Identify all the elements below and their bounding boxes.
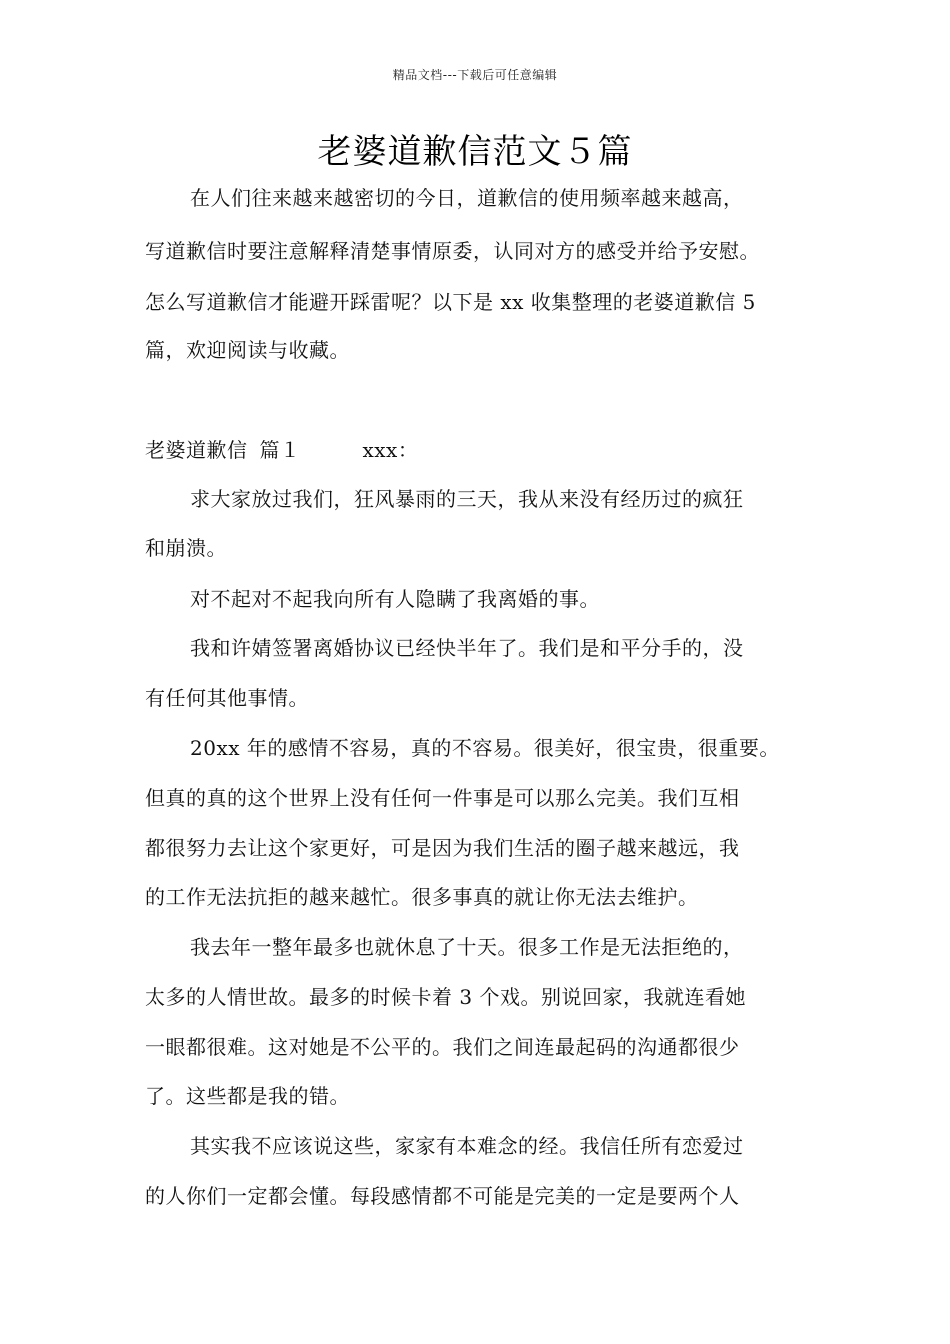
body-line: 其实我不应该说这些，家家有本难念的经。我信任所有恋爱过 [190, 1134, 744, 1158]
body-line: 了。这些都是我的错。 [145, 1084, 350, 1108]
body-line: 我去年一整年最多也就休息了十天。很多工作是无法拒绝的， [190, 935, 744, 959]
body-line: 但真的真的这个世界上没有任何一件事是可以那么完美。我们互相 [145, 786, 740, 810]
document-title: 老婆道歉信范文５篇 [317, 132, 633, 172]
intro-line: 篇，欢迎阅读与收藏。 [145, 338, 350, 362]
body-line: 有任何其他事情。 [145, 686, 309, 710]
section-heading: 老婆道歉信 [145, 438, 248, 462]
intro-line: 在人们往来越来越密切的今日，道歉信的使用频率越来越高， [190, 186, 744, 210]
body-line: 求大家放过我们，狂风暴雨的三天，我从来没有经历过的疯狂 [190, 487, 744, 511]
body-line: 的人你们一定都会懂。每段感情都不可能是完美的一定是要两个人 [145, 1184, 740, 1208]
body-line: 都很努力去让这个家更好，可是因为我们生活的圈子越来越远，我 [145, 836, 740, 860]
body-line: 我和许婧签署离婚协议已经快半年了。我们是和平分手的，没 [190, 636, 744, 660]
body-line: 的工作无法抗拒的越来越忙。很多事真的就让你无法去维护。 [145, 885, 699, 909]
page-header: 精品文档---下载后可任意编辑 [392, 68, 558, 82]
intro-line: 怎么写道歉信才能避开踩雷呢？以下是 xx 收集整理的老婆道歉信 5 [145, 290, 756, 314]
body-line: 对不起对不起我向所有人隐瞒了我离婚的事。 [190, 587, 600, 611]
section-heading-line [145, 435, 815, 465]
body-line: 一眼都很难。这对她是不公平的。我们之间连最起码的沟通都很少 [145, 1035, 740, 1059]
body-line: 和崩溃。 [145, 536, 227, 560]
body-line: 20xx 年的感情不容易，真的不容易。很美好，很宝贵，很重要。 [190, 736, 780, 760]
body-line: 太多的人情世故。最多的时候卡着 3 个戏。别说回家，我就连看她 [145, 985, 746, 1009]
section-number: 篇１ [259, 438, 301, 462]
intro-line: 写道歉信时要注意解释清楚事情原委，认同对方的感受并给予安慰。 [145, 239, 760, 263]
salutation: xxx： [362, 438, 419, 462]
